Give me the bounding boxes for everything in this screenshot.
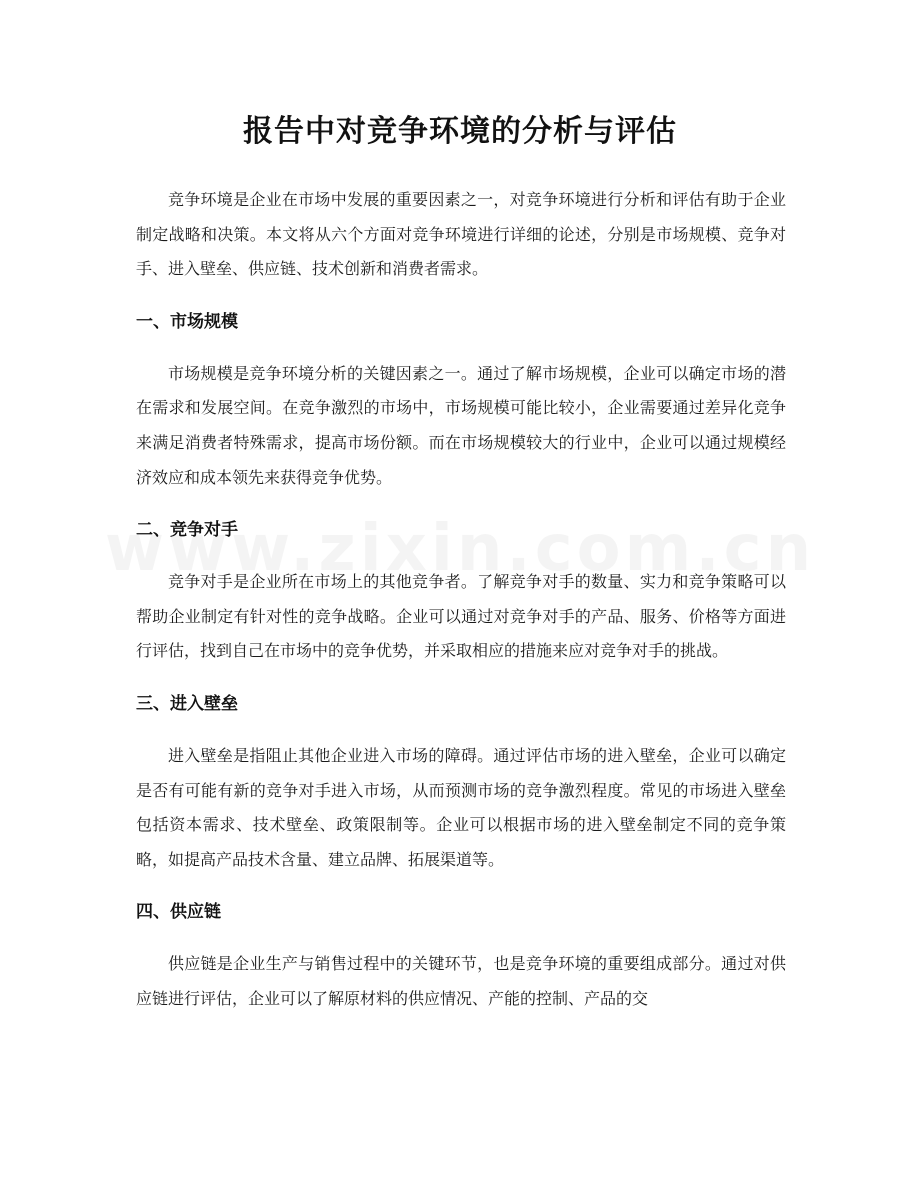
section-body-entry-barriers: 进入壁垒是指阻止其他企业进入市场的障碍。通过评估市场的进入壁垒，企业可以确定是否有可能有新的竞争对手进入市场，从而预测市场的竞争激烈程度。常见的市场进入壁垒包括资本需求、技术壁垒、政策限制等。企业可以根据市场的进入壁垒制定不同的竞争策略，如提高产品技术含量、建立品牌、拓展渠道等。: [136, 745, 786, 869]
document-body: [136, 183, 786, 1017]
document-title: 报告中对竞争环境的分析与评估: [243, 114, 677, 149]
intro-paragraph: 竞争环境是企业在市场中发展的重要因素之一，对竞争环境进行分析和评估有助于企业制定战略和决策。本文将从六个方面对竞争环境进行详细的论述，分别是市场规模、竞争对手、进入壁垒、供应链、技术创新和消费者需求。: [136, 190, 786, 279]
section-heading-competitors: 二、竞争对手: [136, 520, 238, 541]
section-heading-entry-barriers: 三、进入壁垒: [136, 693, 238, 714]
section-body-market-size: 市场规模是竞争环境分析的关键因素之一。通过了解市场规模，企业可以确定市场的潜在需求和发展空间。在竞争激烈的市场中，市场规模可能比较小，企业需要通过差异化竞争来满足消费者特殊需求，提高市场份额。而在市场规模较大的行业中，企业可以通过规模经济效应和成本领先来获得竞争优势。: [136, 363, 786, 487]
section-body-competitors: 竞争对手是企业所在市场上的其他竞争者。了解竞争对手的数量、实力和竞争策略可以帮助企业制定有针对性的竞争战略。企业可以通过对竞争对手的产品、服务、价格等方面进行评估，找到自己在市场中的竞争优势，并采取相应的措施来应对竞争对手的挑战。: [136, 572, 786, 661]
section-heading-supply-chain: 四、供应链: [136, 902, 221, 923]
section-body-supply-chain: 供应链是企业生产与销售过程中的关键环节，也是竞争环境的重要组成部分。通过对供应链进行评估，企业可以了解原材料的供应情况、产能的控制、产品的交: [136, 954, 786, 1008]
section-heading-market-size: 一、市场规模: [136, 311, 238, 332]
